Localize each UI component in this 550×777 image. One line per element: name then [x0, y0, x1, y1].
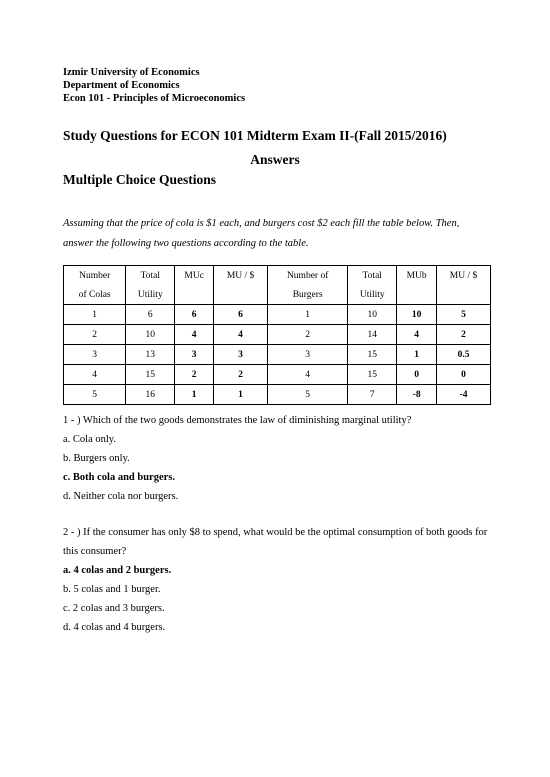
table-cell: -8 [397, 385, 437, 405]
table-row [64, 385, 491, 405]
table-header-cell: of Colas [64, 285, 126, 305]
table-header-row [64, 285, 491, 305]
course-name: Econ 101 - Principles of Microeconomics [63, 93, 246, 104]
table-cell: 15 [348, 365, 397, 385]
table-header-cell: MU / $ [437, 266, 491, 286]
table-cell: 4 [214, 325, 268, 345]
table-cell: 10 [397, 305, 437, 325]
option-d: d. Neither cola nor burgers. [63, 491, 179, 502]
table-cell: 4 [64, 365, 126, 385]
option-c: c. 2 colas and 3 burgers. [63, 603, 165, 614]
table-row [64, 325, 491, 345]
table-cell: 1 [214, 385, 268, 405]
table-header-cell [437, 285, 491, 305]
table-cell: 10 [126, 325, 175, 345]
table-cell: 0 [397, 365, 437, 385]
option-c-correct: c. Both cola and burgers. [63, 472, 176, 483]
table-cell: 14 [348, 325, 397, 345]
section-title: Multiple Choice Questions [63, 172, 217, 187]
table-cell: 6 [175, 305, 214, 325]
table-cell: 5 [437, 305, 491, 325]
table-cell: 2 [437, 325, 491, 345]
option-d: d. 4 colas and 4 burgers. [63, 622, 166, 633]
table-cell: 16 [126, 385, 175, 405]
table-cell: 6 [126, 305, 175, 325]
table-row [64, 365, 491, 385]
option-a: a. Cola only. [63, 434, 116, 445]
table-cell: 2 [64, 325, 126, 345]
table-cell: 5 [64, 385, 126, 405]
table-header-cell [397, 285, 437, 305]
table-cell: 6 [214, 305, 268, 325]
table-cell: 3 [64, 345, 126, 365]
table-cell: 4 [267, 365, 347, 385]
table-header-cell: Total [348, 266, 397, 286]
table-cell: 1 [267, 305, 347, 325]
answers-heading: Answers [250, 152, 300, 167]
table-cell: 1 [64, 305, 126, 325]
question-1 [63, 411, 493, 506]
table-cell: 1 [397, 345, 437, 365]
table-cell: 5 [267, 385, 347, 405]
table-cell: 13 [126, 345, 175, 365]
table-header-cell: Burgers [267, 285, 347, 305]
table-cell: 4 [397, 325, 437, 345]
document-header [63, 66, 245, 105]
table-cell: 4 [175, 325, 214, 345]
table-row [64, 345, 491, 365]
table-cell: 3 [267, 345, 347, 365]
department-name: Department of Economics [63, 80, 180, 91]
table-cell: 2 [267, 325, 347, 345]
table-header-cell [214, 285, 268, 305]
table-cell: 3 [214, 345, 268, 365]
table-cell: 15 [126, 365, 175, 385]
table-cell: -4 [437, 385, 491, 405]
table-header-cell: Total [126, 266, 175, 286]
table-cell: 1 [175, 385, 214, 405]
table-cell: 2 [214, 365, 268, 385]
document-title: Study Questions for ECON 101 Midterm Exam II-(Fall 2015/2016) [63, 128, 447, 143]
table-cell: 2 [175, 365, 214, 385]
question-text: 1 - ) Which of the two goods demonstrates the law of diminishing marginal utility? [63, 415, 412, 426]
option-b: b. 5 colas and 1 burger. [63, 584, 161, 595]
table-cell: 15 [348, 345, 397, 365]
table-header-cell: Number [64, 266, 126, 286]
table-header-cell: MUb [397, 266, 437, 286]
utility-table [63, 265, 491, 405]
table-cell: 10 [348, 305, 397, 325]
table-cell: 0 [437, 365, 491, 385]
option-b: b. Burgers only. [63, 453, 130, 464]
table-cell: 7 [348, 385, 397, 405]
table-header-cell: MU / $ [214, 266, 268, 286]
intro-text: Assuming that the price of cola is $1 each, and burgers cost $2 each fill the table below. Then, answer the following two questions according to the table. [63, 218, 460, 249]
table-header-cell: MUc [175, 266, 214, 286]
table-header-cell: Number of [267, 266, 347, 286]
university-name: Izmir University of Economics [63, 67, 200, 78]
table-header-cell: Utility [348, 285, 397, 305]
option-a-correct: a. 4 colas and 2 burgers. [63, 565, 172, 576]
table-cell: 3 [175, 345, 214, 365]
table-header-cell [175, 285, 214, 305]
table-row [64, 305, 491, 325]
question-2 [63, 523, 493, 637]
table-header-row [64, 266, 491, 286]
question-text: 2 - ) If the consumer has only $8 to spend, what would be the optimal consumption of both goods for this consumer? [63, 527, 488, 557]
table-cell: 0.5 [437, 345, 491, 365]
table-header-cell: Utility [126, 285, 175, 305]
